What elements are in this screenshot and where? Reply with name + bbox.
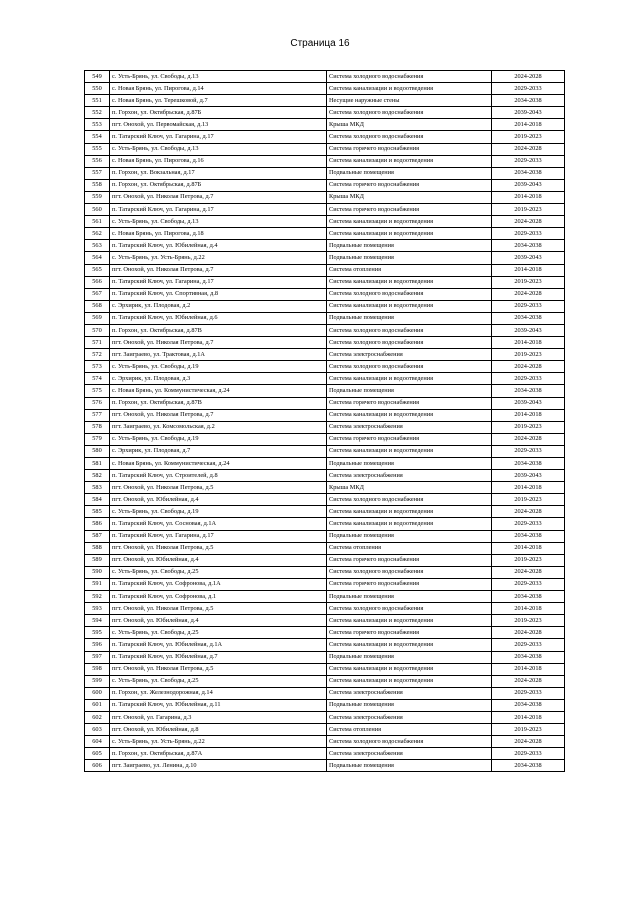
table-body <box>85 71 565 772</box>
table-row <box>85 433 565 445</box>
table-row <box>85 155 565 167</box>
address-cell: п. Горхон, ул. Октябрьская, д.87В <box>110 397 327 409</box>
repair-period-cell: 2024-2028 <box>492 627 565 639</box>
address-cell: с. Новая Брянь, ул. Терешковой, д.7 <box>110 95 327 107</box>
address-cell: пгт. Онохой, ул. Николая Петрова, д.5 <box>110 542 327 554</box>
table-row <box>85 95 565 107</box>
building-element-cell: Система электроснабжения <box>327 687 492 699</box>
building-element-cell: Система горячего водоснабжения <box>327 143 492 155</box>
building-element-cell: Система холодного водоснабжения <box>327 337 492 349</box>
address-cell: пгт. Онохой, ул. Николая Петрова, д.7 <box>110 191 327 203</box>
repair-period-cell: 2019-2023 <box>492 349 565 361</box>
address-cell: с. Усть-Брянь, ул. Свободы, д.25 <box>110 627 327 639</box>
address-cell: п. Татарский Ключ, ул. Гагарина, д.17 <box>110 530 327 542</box>
repair-period-cell: 2034-2038 <box>492 458 565 470</box>
row-number: 563 <box>85 240 110 252</box>
repair-period-cell: 2024-2028 <box>492 506 565 518</box>
table-row <box>85 445 565 457</box>
address-cell: п. Татарский Ключ, ул. Сосновая, д.1А <box>110 518 327 530</box>
row-number: 602 <box>85 711 110 723</box>
address-cell: с. Эрхирик, ул. Плодовая, д.3 <box>110 373 327 385</box>
row-number: 551 <box>85 95 110 107</box>
row-number: 555 <box>85 143 110 155</box>
table-row <box>85 373 565 385</box>
row-number: 590 <box>85 566 110 578</box>
building-element-cell: Система канализации и водоотведения <box>327 518 492 530</box>
repair-period-cell: 2014-2018 <box>492 264 565 276</box>
table-row <box>85 699 565 711</box>
row-number: 593 <box>85 603 110 615</box>
building-element-cell: Система горячего водоснабжения <box>327 554 492 566</box>
row-number: 573 <box>85 361 110 373</box>
table-row <box>85 143 565 155</box>
building-element-cell: Система канализации и водоотведения <box>327 83 492 95</box>
row-number: 581 <box>85 458 110 470</box>
table-row <box>85 107 565 119</box>
building-element-cell: Система канализации и водоотведения <box>327 228 492 240</box>
row-number: 576 <box>85 397 110 409</box>
table-row <box>85 409 565 421</box>
repair-period-cell: 2019-2023 <box>492 131 565 143</box>
table-row <box>85 264 565 276</box>
address-cell: пгт. Онохой, ул. Юбилейная, д.4 <box>110 554 327 566</box>
building-element-cell: Система горячего водоснабжения <box>327 433 492 445</box>
table-row <box>85 204 565 216</box>
table-row <box>85 191 565 203</box>
repair-period-cell: 2014-2018 <box>492 337 565 349</box>
address-cell: с. Новая Брянь, ул. Пирогова, д.16 <box>110 155 327 167</box>
repair-period-cell: 2034-2038 <box>492 167 565 179</box>
row-number: 565 <box>85 264 110 276</box>
repair-period-cell: 2024-2028 <box>492 288 565 300</box>
building-element-cell: Система холодного водоснабжения <box>327 494 492 506</box>
table-row <box>85 421 565 433</box>
table-row <box>85 349 565 361</box>
address-cell: п. Татарский Ключ, ул. Юбилейная, д.7 <box>110 651 327 663</box>
address-cell: п. Татарский Ключ, ул. Юбилейная, д.4 <box>110 240 327 252</box>
repair-period-cell: 2019-2023 <box>492 421 565 433</box>
address-cell: с. Усть-Брянь, ул. Свободы, д.25 <box>110 675 327 687</box>
table-row <box>85 687 565 699</box>
table-row <box>85 506 565 518</box>
table-row <box>85 131 565 143</box>
address-cell: пгт. Онохой, ул. Юбилейная, д.4 <box>110 615 327 627</box>
repair-period-cell: 2029-2033 <box>492 445 565 457</box>
address-cell: п. Татарский Ключ, ул. Гагарина, д.17 <box>110 131 327 143</box>
repair-period-cell: 2029-2033 <box>492 687 565 699</box>
table-row <box>85 71 565 83</box>
row-number: 567 <box>85 288 110 300</box>
address-cell: пгт. Онохой, ул. Гагарина, д.3 <box>110 711 327 723</box>
row-number: 549 <box>85 71 110 83</box>
address-cell: с. Усть-Брянь, ул. Свободы, д.25 <box>110 566 327 578</box>
repair-period-cell: 2024-2028 <box>492 216 565 228</box>
address-cell: п. Горхон, ул. Октябрьская, д.87А <box>110 748 327 760</box>
row-number: 557 <box>85 167 110 179</box>
building-element-cell: Система холодного водоснабжения <box>327 131 492 143</box>
repair-period-cell: 2014-2018 <box>492 603 565 615</box>
building-element-cell: Система отопления <box>327 264 492 276</box>
address-cell: с. Усть-Брянь, ул. Усть-Брянь, д.22 <box>110 252 327 264</box>
repair-period-cell: 2014-2018 <box>492 119 565 131</box>
row-number: 591 <box>85 578 110 590</box>
address-cell: пгт. Заиграево, ул. Ленина, д.10 <box>110 760 327 772</box>
building-element-cell: Подвальные помещения <box>327 651 492 663</box>
repair-period-cell: 2039-2043 <box>492 470 565 482</box>
address-cell: с. Усть-Брянь, ул. Свободы, д.19 <box>110 433 327 445</box>
row-number: 574 <box>85 373 110 385</box>
repair-period-cell: 2039-2043 <box>492 324 565 336</box>
table-row <box>85 639 565 651</box>
row-number: 570 <box>85 324 110 336</box>
repair-period-cell: 2039-2043 <box>492 252 565 264</box>
row-number: 587 <box>85 530 110 542</box>
row-number: 592 <box>85 591 110 603</box>
row-number: 553 <box>85 119 110 131</box>
repair-period-cell: 2029-2033 <box>492 228 565 240</box>
building-element-cell: Система отопления <box>327 542 492 554</box>
row-number: 560 <box>85 204 110 216</box>
repair-period-cell: 2014-2018 <box>492 542 565 554</box>
building-element-cell: Система холодного водоснабжения <box>327 107 492 119</box>
address-cell: пгт. Онохой, ул. Первомайская, д.13 <box>110 119 327 131</box>
building-element-cell: Система канализации и водоотведения <box>327 663 492 675</box>
row-number: 566 <box>85 276 110 288</box>
table-row <box>85 324 565 336</box>
building-element-cell: Система горячего водоснабжения <box>327 578 492 590</box>
building-element-cell: Система электроснабжения <box>327 711 492 723</box>
row-number: 599 <box>85 675 110 687</box>
row-number: 606 <box>85 760 110 772</box>
address-cell: п. Татарский Ключ, ул. Юбилейная, д.6 <box>110 312 327 324</box>
row-number: 598 <box>85 663 110 675</box>
repair-period-cell: 2034-2038 <box>492 651 565 663</box>
repair-period-cell: 2029-2033 <box>492 373 565 385</box>
address-cell: пгт. Онохой, ул. Николая Петрова, д.5 <box>110 603 327 615</box>
row-number: 603 <box>85 724 110 736</box>
row-number: 601 <box>85 699 110 711</box>
table-row <box>85 252 565 264</box>
building-element-cell: Система холодного водоснабжения <box>327 71 492 83</box>
row-number: 552 <box>85 107 110 119</box>
table-row <box>85 542 565 554</box>
address-cell: с. Эрхирик, ул. Плодовая, д.2 <box>110 300 327 312</box>
building-element-cell: Система электроснабжения <box>327 470 492 482</box>
address-cell: с. Новая Брянь, ул. Пирогова, д.14 <box>110 83 327 95</box>
repair-period-cell: 2014-2018 <box>492 711 565 723</box>
building-element-cell: Система канализации и водоотведения <box>327 639 492 651</box>
address-cell: п. Татарский Ключ, ул. Гагарина, д.17 <box>110 204 327 216</box>
row-number: 559 <box>85 191 110 203</box>
repair-period-cell: 2029-2033 <box>492 748 565 760</box>
building-element-cell: Система горячего водоснабжения <box>327 179 492 191</box>
row-number: 569 <box>85 312 110 324</box>
repair-period-cell: 2034-2038 <box>492 95 565 107</box>
table-row <box>85 119 565 131</box>
row-number: 605 <box>85 748 110 760</box>
address-cell: с. Новая Брянь, ул. Коммунистическая, д.24 <box>110 458 327 470</box>
registry-table <box>84 70 565 772</box>
row-number: 575 <box>85 385 110 397</box>
address-cell: пгт. Онохой, ул. Юбилейная, д.8 <box>110 724 327 736</box>
address-cell: пгт. Онохой, ул. Николая Петрова, д.5 <box>110 663 327 675</box>
building-element-cell: Крыша МКД <box>327 191 492 203</box>
table-row <box>85 458 565 470</box>
row-number: 589 <box>85 554 110 566</box>
row-number: 585 <box>85 506 110 518</box>
building-element-cell: Система холодного водоснабжения <box>327 736 492 748</box>
building-element-cell: Система канализации и водоотведения <box>327 445 492 457</box>
address-cell: с. Эрхирик, ул. Плодовая, д.7 <box>110 445 327 457</box>
address-cell: п. Татарский Ключ, ул. Строителей, д.8 <box>110 470 327 482</box>
table-row <box>85 482 565 494</box>
address-cell: п. Горхон, ул. Железнодорожная, д.14 <box>110 687 327 699</box>
row-number: 583 <box>85 482 110 494</box>
repair-period-cell: 2014-2018 <box>492 663 565 675</box>
row-number: 550 <box>85 83 110 95</box>
repair-period-cell: 2039-2043 <box>492 397 565 409</box>
building-element-cell: Система канализации и водоотведения <box>327 373 492 385</box>
row-number: 556 <box>85 155 110 167</box>
repair-period-cell: 2034-2038 <box>492 385 565 397</box>
table-row <box>85 651 565 663</box>
repair-period-cell: 2019-2023 <box>492 276 565 288</box>
table-row <box>85 615 565 627</box>
address-cell: с. Усть-Брянь, ул. Свободы, д.13 <box>110 143 327 155</box>
building-element-cell: Подвальные помещения <box>327 760 492 772</box>
building-element-cell: Система горячего водоснабжения <box>327 204 492 216</box>
building-element-cell: Система холодного водоснабжения <box>327 361 492 373</box>
address-cell: пгт. Онохой, ул. Николая Петрова, д.7 <box>110 264 327 276</box>
repair-period-cell: 2024-2028 <box>492 433 565 445</box>
address-cell: п. Горхон, ул. Октябрьская, д.87Б <box>110 107 327 119</box>
table-row <box>85 711 565 723</box>
repair-period-cell: 2024-2028 <box>492 361 565 373</box>
repair-period-cell: 2034-2038 <box>492 312 565 324</box>
table-row <box>85 603 565 615</box>
row-number: 588 <box>85 542 110 554</box>
repair-period-cell: 2029-2033 <box>492 83 565 95</box>
table-row <box>85 760 565 772</box>
repair-period-cell: 2024-2028 <box>492 736 565 748</box>
repair-period-cell: 2034-2038 <box>492 699 565 711</box>
building-element-cell: Система отопления <box>327 724 492 736</box>
building-element-cell: Система электроснабжения <box>327 421 492 433</box>
repair-period-cell: 2034-2038 <box>492 760 565 772</box>
address-cell: с. Новая Брянь, ул. Пирогова, д.18 <box>110 228 327 240</box>
row-number: 596 <box>85 639 110 651</box>
building-element-cell: Система канализации и водоотведения <box>327 675 492 687</box>
building-element-cell: Подвальные помещения <box>327 240 492 252</box>
table-row <box>85 240 565 252</box>
building-element-cell: Система горячего водоснабжения <box>327 397 492 409</box>
table-row <box>85 578 565 590</box>
address-cell: пгт. Заиграево, ул. Трактовая, д.1А <box>110 349 327 361</box>
building-element-cell: Подвальные помещения <box>327 167 492 179</box>
address-cell: с. Усть-Брянь, ул. Свободы, д.13 <box>110 71 327 83</box>
building-element-cell: Система холодного водоснабжения <box>327 324 492 336</box>
building-element-cell: Подвальные помещения <box>327 252 492 264</box>
repair-period-cell: 2029-2033 <box>492 639 565 651</box>
address-cell: пгт. Онохой, ул. Юбилейная, д.4 <box>110 494 327 506</box>
repair-period-cell: 2019-2023 <box>492 494 565 506</box>
address-cell: с. Усть-Брянь, ул. Свободы, д.13 <box>110 216 327 228</box>
repair-period-cell: 2034-2038 <box>492 240 565 252</box>
repair-period-cell: 2029-2033 <box>492 518 565 530</box>
table-row <box>85 736 565 748</box>
repair-period-cell: 2034-2038 <box>492 530 565 542</box>
building-element-cell: Система электроснабжения <box>327 748 492 760</box>
row-number: 571 <box>85 337 110 349</box>
building-element-cell: Крыша МКД <box>327 482 492 494</box>
building-element-cell: Система канализации и водоотведения <box>327 506 492 518</box>
table-row <box>85 470 565 482</box>
address-cell: пгт. Онохой, ул. Николая Петрова, д.7 <box>110 337 327 349</box>
row-number: 562 <box>85 228 110 240</box>
repair-period-cell: 2014-2018 <box>492 409 565 421</box>
building-element-cell: Крыша МКД <box>327 119 492 131</box>
table-row <box>85 228 565 240</box>
table-row <box>85 675 565 687</box>
building-element-cell: Система канализации и водоотведения <box>327 155 492 167</box>
building-element-cell: Подвальные помещения <box>327 530 492 542</box>
repair-period-cell: 2019-2023 <box>492 724 565 736</box>
address-cell: п. Горхон, ул. Вокзальная, д.17 <box>110 167 327 179</box>
row-number: 594 <box>85 615 110 627</box>
address-cell: с. Усть-Брянь, ул. Усть-Брянь, д.22 <box>110 736 327 748</box>
building-element-cell: Система канализации и водоотведения <box>327 216 492 228</box>
row-number: 584 <box>85 494 110 506</box>
row-number: 580 <box>85 445 110 457</box>
repair-period-cell: 2019-2023 <box>492 204 565 216</box>
table-row <box>85 627 565 639</box>
address-cell: п. Татарский Ключ, ул. Юбилейная, д.11 <box>110 699 327 711</box>
table-row <box>85 748 565 760</box>
building-element-cell: Несущие наружные стены <box>327 95 492 107</box>
row-number: 579 <box>85 433 110 445</box>
table-row <box>85 361 565 373</box>
table-row <box>85 530 565 542</box>
repair-period-cell: 2034-2038 <box>492 591 565 603</box>
address-cell: п. Горхон, ул. Октябрьская, д.87Б <box>110 179 327 191</box>
table-row <box>85 337 565 349</box>
repair-period-cell: 2029-2033 <box>492 578 565 590</box>
repair-period-cell: 2029-2033 <box>492 155 565 167</box>
address-cell: пгт. Онохой, ул. Николая Петрова, д.7 <box>110 409 327 421</box>
table-row <box>85 312 565 324</box>
address-cell: п. Татарский Ключ, ул. Софронова, д.1 <box>110 591 327 603</box>
repair-period-cell: 2039-2043 <box>492 179 565 191</box>
building-element-cell: Подвальные помещения <box>327 591 492 603</box>
address-cell: п. Татарский Ключ, ул. Спортивная, д.8 <box>110 288 327 300</box>
building-element-cell: Подвальные помещения <box>327 699 492 711</box>
repair-period-cell: 2014-2018 <box>492 482 565 494</box>
address-cell: п. Горхон, ул. Октябрьская, д.87В <box>110 324 327 336</box>
address-cell: п. Татарский Ключ, ул. Гагарина, д.17 <box>110 276 327 288</box>
building-element-cell: Подвальные помещения <box>327 458 492 470</box>
row-number: 578 <box>85 421 110 433</box>
building-element-cell: Система канализации и водоотведения <box>327 276 492 288</box>
row-number: 595 <box>85 627 110 639</box>
table-row <box>85 83 565 95</box>
table-row <box>85 288 565 300</box>
repair-period-cell: 2024-2028 <box>492 566 565 578</box>
address-cell: п. Татарский Ключ, ул. Софронова, д.1А <box>110 578 327 590</box>
table-row <box>85 494 565 506</box>
row-number: 577 <box>85 409 110 421</box>
building-element-cell: Система электроснабжения <box>327 349 492 361</box>
repair-period-cell: 2014-2018 <box>492 191 565 203</box>
row-number: 597 <box>85 651 110 663</box>
table-row <box>85 397 565 409</box>
building-element-cell: Система холодного водоснабжения <box>327 288 492 300</box>
row-number: 604 <box>85 736 110 748</box>
address-cell: пгт. Заиграево, ул. Комсомольская, д.2 <box>110 421 327 433</box>
building-element-cell: Система канализации и водоотведения <box>327 615 492 627</box>
address-cell: пгт. Онохой, ул. Николая Петрова, д.5 <box>110 482 327 494</box>
row-number: 554 <box>85 131 110 143</box>
repair-period-cell: 2039-2043 <box>492 107 565 119</box>
table-row <box>85 385 565 397</box>
repair-period-cell: 2024-2028 <box>492 675 565 687</box>
repair-period-cell: 2024-2028 <box>492 71 565 83</box>
row-number: 561 <box>85 216 110 228</box>
table-row <box>85 566 565 578</box>
building-element-cell: Система канализации и водоотведения <box>327 300 492 312</box>
row-number: 582 <box>85 470 110 482</box>
building-element-cell: Система холодного водоснабжения <box>327 566 492 578</box>
table-row <box>85 276 565 288</box>
building-element-cell: Система горячего водоснабжения <box>327 627 492 639</box>
address-cell: с. Усть-Брянь, ул. Свободы, д.19 <box>110 361 327 373</box>
building-element-cell: Система канализации и водоотведения <box>327 409 492 421</box>
table-row <box>85 167 565 179</box>
row-number: 568 <box>85 300 110 312</box>
row-number: 600 <box>85 687 110 699</box>
table-row <box>85 591 565 603</box>
table-row <box>85 179 565 191</box>
repair-period-cell: 2029-2033 <box>492 300 565 312</box>
table-row <box>85 216 565 228</box>
table-row <box>85 300 565 312</box>
address-cell: с. Усть-Брянь, ул. Свободы, д.19 <box>110 506 327 518</box>
row-number: 572 <box>85 349 110 361</box>
table-row <box>85 663 565 675</box>
row-number: 558 <box>85 179 110 191</box>
repair-period-cell: 2024-2028 <box>492 143 565 155</box>
table-row <box>85 518 565 530</box>
repair-period-cell: 2019-2023 <box>492 554 565 566</box>
row-number: 586 <box>85 518 110 530</box>
building-element-cell: Подвальные помещения <box>327 312 492 324</box>
address-cell: с. Новая Брянь, ул. Коммунистическая, д.24 <box>110 385 327 397</box>
repair-period-cell: 2019-2023 <box>492 615 565 627</box>
building-element-cell: Система холодного водоснабжения <box>327 603 492 615</box>
table-row <box>85 554 565 566</box>
table-row <box>85 724 565 736</box>
building-element-cell: Подвальные помещения <box>327 385 492 397</box>
row-number: 564 <box>85 252 110 264</box>
address-cell: п. Татарский Ключ, ул. Юбилейная, д.1А <box>110 639 327 651</box>
page-title: Страница 16 <box>290 38 350 49</box>
